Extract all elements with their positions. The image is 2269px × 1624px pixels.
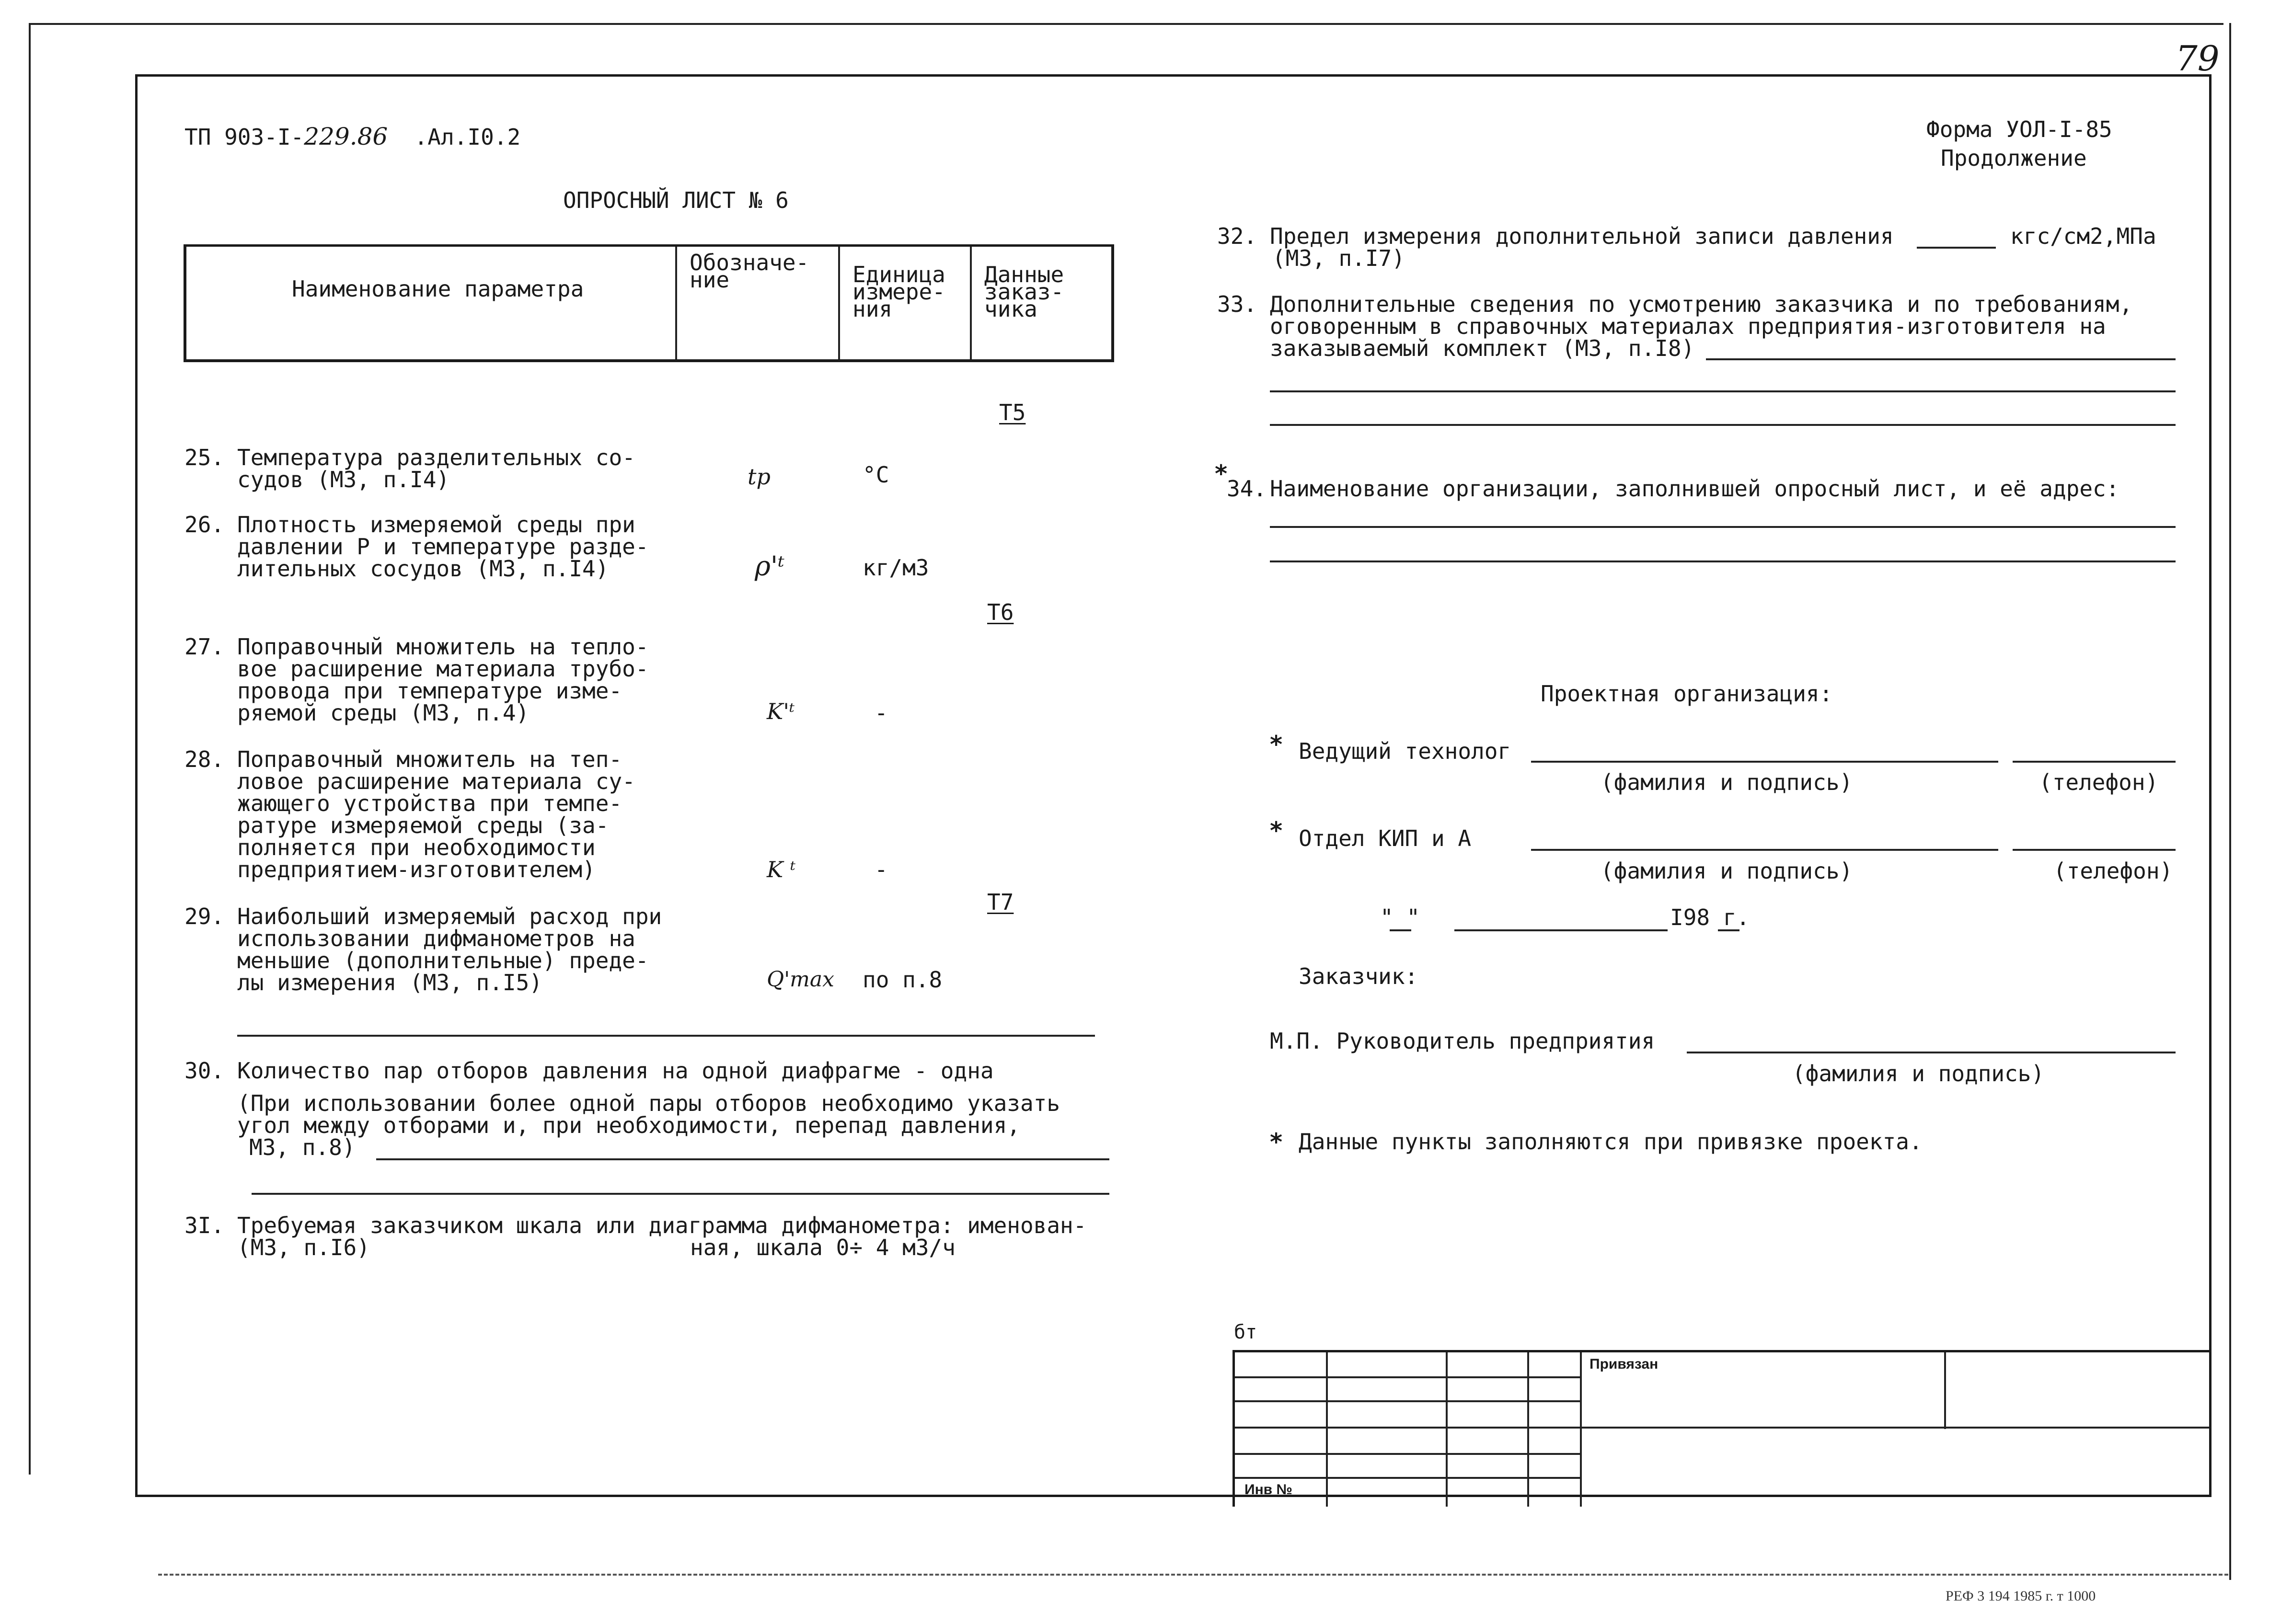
item-32-units: кгс/см2,МПа (2010, 223, 2156, 249)
item-29-line-4: лы измерения (МЗ, п.I5) (237, 970, 542, 995)
item-30-line-4: МЗ, п.8) (249, 1134, 356, 1160)
date-quote: " " (1380, 904, 1420, 930)
item-28-line-4: ратуре измеряемой среды (за- (237, 812, 609, 838)
form-continuation: Продолжение (1941, 145, 2087, 171)
left-border-line (29, 23, 31, 1475)
stamp-attached: Привязан (1589, 1356, 1659, 1372)
top-border-line (29, 23, 2223, 25)
item-32-line-1: Предел измерения дополнительной записи давления (1270, 223, 1894, 249)
item-31-line-2a: (МЗ, п.I6) (237, 1235, 370, 1260)
item-26-line-2: давлении Р и температуре разде- (237, 534, 649, 560)
item-28-line-6: предприятием-изготовителем) (237, 857, 596, 882)
item-29-number: 29. (184, 903, 225, 929)
item-32-line-2: (МЗ, п.I7) (1272, 245, 1405, 271)
item-26-designation: ρ'ᵗ (755, 551, 785, 582)
item-25-line-2: судов (МЗ, п.I4) (237, 467, 450, 492)
doc-code-suffix: .Ал.I0.2 (414, 124, 521, 150)
stamp-row-1 (1235, 1376, 1580, 1378)
kip-phone-line (2013, 849, 2176, 851)
item-30-line-3: угол между отборами и, при необходимости, перепад давления, (237, 1112, 1020, 1138)
item-33-line-1: Дополнительные сведения по усмотрению заказчика и по требованиям, (1270, 291, 2133, 317)
stamp-from: бт (1234, 1321, 1257, 1343)
item-33-line-2: оговоренным в справочных материалах предприятия-изготовителя на (1270, 313, 2106, 339)
item-30-fill-line-1 (376, 1158, 1109, 1160)
col-header-customer-data: Данные заказ- чика (984, 262, 1064, 322)
doc-code-prefix: ТП 903-I- (184, 124, 304, 150)
item-25-unit: °C (863, 462, 889, 488)
item-32-number: 32. (1217, 223, 1257, 249)
doc-code (184, 123, 521, 150)
item-29-designation: Q'max (767, 967, 834, 992)
item-26-line-3: лительных сосудов (МЗ, п.I4) (237, 556, 609, 582)
item-27-number: 27. (184, 634, 225, 660)
right-edge-line (2229, 23, 2231, 1580)
stamp-row-3 (1235, 1427, 2209, 1429)
stamp-col-2 (1446, 1352, 1448, 1507)
date-year-line (1718, 929, 1739, 931)
col-header-designation: Обозначе- ние (690, 250, 809, 293)
stamp-row-5 (1235, 1477, 1580, 1479)
customer-label: Заказчик: (1299, 963, 1418, 989)
item-26-number: 26. (184, 512, 225, 538)
item-27-line-3: провода при температуре изме- (237, 678, 622, 704)
bottom-print: РЕФ 3 194 1985 г. т 1000 (1946, 1588, 2096, 1604)
stamp-inv: Инв № (1244, 1482, 1292, 1498)
item-30-fill-line-2 (252, 1193, 1109, 1195)
date-year: I98 г. (1670, 904, 1750, 930)
stamp-row-4 (1235, 1453, 1580, 1455)
item-34-number: 34. (1227, 476, 1267, 502)
sheet-title: ОПРОСНЫЙ ЛИСТ № 6 (563, 187, 789, 213)
kip-dept-label: Отдел КИП и А (1299, 825, 1472, 851)
stamp-col-1 (1326, 1352, 1328, 1507)
kip-phone-caption: (телефон) (2053, 858, 2173, 884)
item-33-fill-line-2 (1270, 390, 2176, 392)
table-divider-3 (970, 247, 972, 359)
lead-tech-phone-caption: (телефон) (2039, 769, 2159, 795)
item-29-line-3: меньшие (дополнительные) преде- (237, 948, 649, 973)
section-mark-t6: T6 (987, 599, 1014, 625)
item-30-line-1: Количество пар отборов давления на одной диафрагме - одна (237, 1058, 994, 1084)
item-33-fill-line-1 (1706, 358, 2176, 360)
item-33-number: 33. (1217, 291, 1257, 317)
item-31-line-1: Требуемая заказчиком шкала или диаграмма дифманометра: именован- (237, 1212, 1087, 1238)
item-29-line-1: Наибольший измеряемый расход при (237, 903, 662, 929)
stamp-col-5 (1944, 1352, 1946, 1429)
item-27-line-2: вое расширение материала трубо- (237, 656, 649, 682)
item-33-fill-line-3 (1270, 424, 2176, 426)
item-27-line-1: Поправочный множитель на тепло- (237, 634, 649, 660)
item-29-unit: по п.8 (863, 967, 943, 993)
item-26-line-1: Плотность измеряемой среды при (237, 512, 635, 538)
lead-tech-asterisk: * (1270, 731, 1283, 758)
lead-tech-name-caption: (фамилия и подпись) (1601, 769, 1853, 795)
form-id: Форма УОЛ-I-85 (1926, 116, 2112, 142)
stamp-col-3 (1527, 1352, 1529, 1507)
bottom-dash-line (158, 1574, 2228, 1576)
col-header-unit: Единица измере- ния (852, 262, 945, 322)
table-divider-1 (675, 247, 677, 359)
item-30-number: 30. (184, 1058, 225, 1084)
design-org-label: Проектная организация: (1541, 681, 1833, 707)
item-34-fill-line-1 (1270, 526, 2176, 528)
item-28-number: 28. (184, 746, 225, 772)
date-day-line (1390, 929, 1411, 931)
item-26-unit: кг/м3 (863, 555, 929, 581)
item-34-asterisk: * (1215, 460, 1228, 488)
item-27-line-4: ряемой среды (МЗ, п.4) (237, 700, 530, 726)
item-25-line-1: Температура разделительных со- (237, 445, 635, 470)
head-sign-line (1687, 1052, 2176, 1053)
stamp-block (1232, 1350, 2209, 1507)
item-33-line-3: заказываемый комплект (МЗ, п.I8) (1270, 335, 1695, 361)
item-31-number: 3I. (184, 1212, 225, 1238)
item-27-designation: K'ᵗ (767, 698, 795, 724)
item-25-designation: tр (748, 464, 771, 490)
kip-sign-line (1531, 849, 1998, 851)
separator-line-29-30 (237, 1035, 1095, 1037)
item-34-text: Наименование организации, заполнившей опросный лист, и её адрес: (1270, 476, 2119, 502)
item-29-line-2: использовании дифманометров на (237, 926, 635, 951)
col-header-name: Наименование параметра (292, 276, 584, 302)
doc-code-hand: 229.86 (304, 123, 388, 150)
head-label: М.П. Руководитель предприятия (1270, 1028, 1655, 1054)
item-28-line-5: полняется при необходимости (237, 835, 596, 860)
footnote-asterisk: * (1270, 1128, 1283, 1156)
header-table (184, 244, 1114, 362)
item-34-fill-line-2 (1270, 560, 2176, 562)
section-mark-t7: T7 (987, 889, 1014, 915)
kip-asterisk: * (1270, 817, 1283, 845)
table-divider-2 (838, 247, 840, 359)
item-25-number: 25. (184, 445, 225, 470)
date-month-line (1454, 929, 1668, 931)
stamp-col-4 (1580, 1352, 1582, 1507)
footnote-text: Данные пункты заполняются при привязке проекта. (1299, 1129, 1923, 1155)
item-27-unit: - (875, 700, 888, 726)
item-31-line-2b: ная, шкала 0÷ 4 м3/ч (690, 1235, 956, 1260)
lead-tech-sign-line (1531, 761, 1998, 763)
item-30-line-2: (При использовании более одной пары отборов необходимо указать (237, 1090, 1060, 1116)
item-32-fill-line (1917, 247, 1996, 249)
stamp-row-2 (1235, 1400, 1580, 1402)
item-28-line-2: ловое расширение материала су- (237, 768, 635, 794)
page-number: 79 (2176, 38, 2220, 79)
section-mark-t5: T5 (999, 400, 1026, 425)
item-28-line-3: жающего устройства при темпе- (237, 790, 622, 816)
lead-tech-label: Ведущий технолог (1299, 738, 1511, 764)
item-28-designation: K ᵗ (767, 857, 796, 882)
head-name-caption: (фамилия и подпись) (1792, 1061, 2045, 1086)
item-28-unit: - (875, 857, 888, 882)
kip-name-caption: (фамилия и подпись) (1601, 858, 1853, 884)
item-28-line-1: Поправочный множитель на теп- (237, 746, 622, 772)
lead-tech-phone-line (2013, 761, 2176, 763)
